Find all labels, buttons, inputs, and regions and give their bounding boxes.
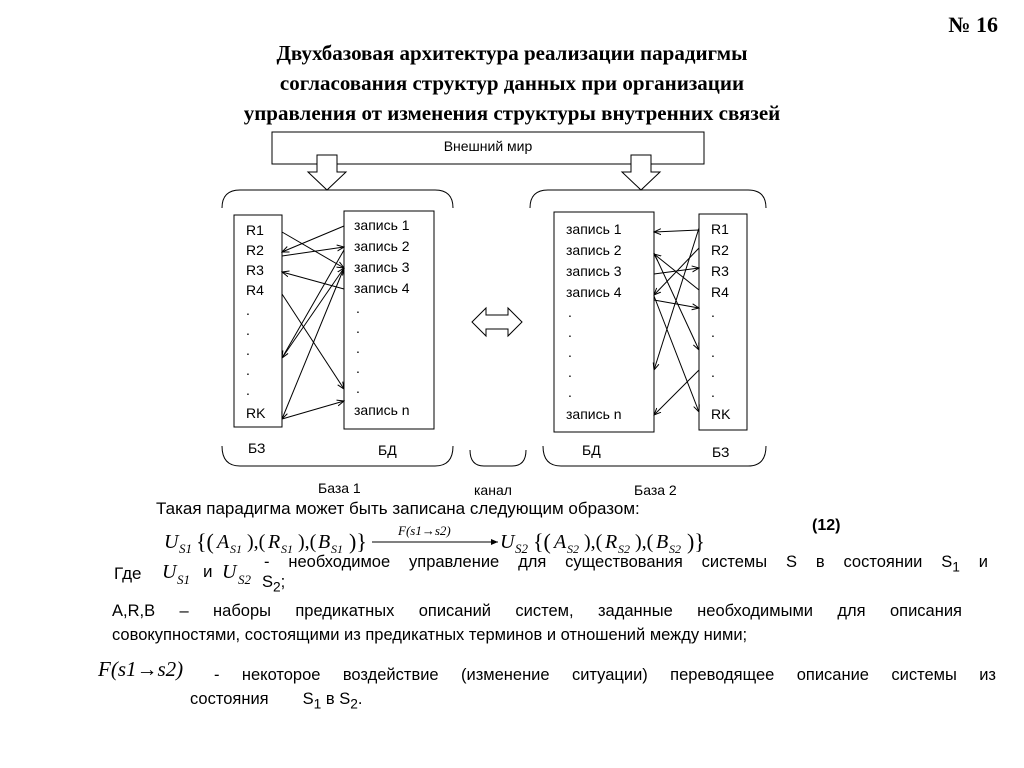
rule-item: .	[711, 344, 715, 360]
u-description-text: - необходимое управление для существования системы S в состоянии S	[264, 553, 953, 571]
base1-caption: База 1	[318, 480, 361, 496]
rule-item: R1	[246, 222, 264, 238]
f-desc-s: S	[302, 690, 314, 708]
formula-sep: ),(	[584, 531, 603, 553]
slide-number: № 16	[948, 12, 998, 37]
where-label: Где	[114, 564, 142, 583]
title-line-3: управления от изменения структуры внутренних связей	[243, 101, 781, 125]
formula-r1-sub: S1	[281, 542, 293, 556]
formula-sep: ),(	[247, 531, 266, 553]
abr-line-2: совокупностями, состоящими из предикатных терминов и отношений между ними;	[112, 626, 748, 644]
base2-caption: База 2	[634, 482, 677, 498]
formula-r2: R	[605, 531, 618, 553]
rule-item: .	[246, 322, 250, 338]
formula-u-left: U	[164, 531, 179, 553]
f-description-line-2	[190, 688, 362, 715]
double-arrow-icon	[472, 308, 522, 336]
base2-bd-label: БД	[582, 442, 601, 458]
s2-end: ;	[280, 573, 286, 591]
formula-sep: ),(	[298, 531, 317, 553]
record-item: запись 1	[354, 217, 410, 233]
formula-sep: ),(	[635, 531, 654, 553]
u-description-and: и	[978, 553, 988, 571]
record-item: .	[568, 364, 572, 380]
formula-a2-sub: S2	[567, 542, 579, 556]
rule-item: R2	[711, 242, 729, 258]
formula-b2: B	[656, 531, 669, 553]
formula-r2-sub: S2	[618, 542, 630, 556]
record-item: .	[356, 340, 360, 356]
record-item: запись 4	[566, 284, 622, 300]
record-item: запись n	[566, 406, 622, 422]
base1-top-bracket	[222, 190, 453, 208]
rule-item: .	[246, 342, 250, 358]
formula-brace-open: {(	[196, 529, 214, 554]
link-arrow	[654, 296, 699, 412]
formula-b1: B	[318, 531, 331, 553]
link-arrow	[282, 232, 344, 268]
record-item: .	[356, 320, 360, 336]
formula-arrow-label: F(s1→s2)	[398, 523, 451, 538]
rule-item: R3	[246, 262, 264, 278]
record-item: запись 4	[354, 280, 410, 296]
and-word: и	[203, 562, 213, 581]
formula-b1-sub: S1	[331, 542, 343, 556]
record-item: запись n	[354, 402, 410, 418]
f-symbol-text: F(s1→s2)	[98, 657, 184, 681]
record-item: запись 3	[566, 263, 622, 279]
base2-bottom-bracket	[543, 446, 766, 466]
title-line-1: Двухбазовая архитектура реализации парадигмы	[276, 41, 748, 65]
base1-bz-label: БЗ	[248, 440, 266, 456]
record-item: .	[568, 304, 572, 320]
rule-item: R4	[246, 282, 264, 298]
rule-item: .	[246, 362, 250, 378]
rule-item: .	[711, 384, 715, 400]
record-item: .	[356, 380, 360, 396]
f-desc-state-word: состояния	[190, 690, 269, 708]
formula-brace-open: {(	[533, 529, 551, 554]
base2-links	[654, 228, 699, 415]
f-desc-s1-sub: 1	[313, 696, 322, 712]
u-s1-sub: S1	[177, 572, 190, 587]
f-description-line-1: - некоторое воздействие (изменение ситуации) переводящее описание системы из	[214, 666, 996, 684]
link-arrow	[282, 268, 344, 419]
link-arrow	[654, 370, 699, 415]
formula-r1: R	[268, 531, 281, 553]
formula-b2-sub: S2	[669, 542, 681, 556]
external-world-label: Внешний мир	[443, 138, 533, 154]
formula-a2: A	[554, 531, 567, 553]
rule-item: .	[711, 304, 715, 320]
rule-item: .	[711, 324, 715, 340]
rule-item: RK	[246, 405, 266, 421]
formula-brace-close: )}	[349, 529, 367, 554]
link-arrow	[282, 272, 344, 289]
record-item: .	[568, 324, 572, 340]
record-item: .	[356, 300, 360, 316]
channel-label: канал	[474, 482, 512, 498]
f-symbol	[96, 652, 216, 686]
title-line-2: согласования структур данных при организации	[279, 71, 745, 95]
rule-item: RK	[711, 406, 731, 422]
link-arrow	[654, 230, 699, 232]
rule-item: R2	[246, 242, 264, 258]
record-item: запись 2	[566, 242, 622, 258]
rule-item: R3	[711, 263, 729, 279]
formula-a1: A	[217, 531, 230, 553]
u-description	[264, 551, 988, 578]
u-s2-sub: S2	[238, 572, 251, 587]
s2-sub: 2	[273, 579, 281, 595]
base2-top-bracket	[530, 190, 766, 208]
record-item: .	[356, 360, 360, 376]
u-s1-symbol: U	[162, 561, 177, 583]
equation-number: (12)	[812, 517, 841, 534]
link-arrow	[654, 228, 699, 370]
record-item: .	[568, 384, 572, 400]
s2-line	[262, 571, 285, 598]
record-item: .	[568, 344, 572, 360]
rule-item: .	[246, 302, 250, 318]
record-item: запись 2	[354, 238, 410, 254]
link-arrow	[282, 401, 344, 419]
formula-s2-sub: S2	[515, 541, 528, 556]
record-item: запись 3	[354, 259, 410, 275]
base1-links	[282, 226, 344, 419]
s2-letter: S	[262, 573, 274, 591]
base2-bz-label: БЗ	[712, 444, 730, 460]
intro-text: Такая парадигма может быть записана следующим образом:	[156, 499, 640, 518]
formula-s1-sub: S1	[179, 541, 192, 556]
link-arrow	[654, 254, 699, 290]
f-desc-mid: в S	[325, 690, 351, 708]
channel-bracket	[470, 450, 526, 466]
formula-a1-sub: S1	[230, 542, 242, 556]
abr-line-1: A,R,B – наборы предикатных описаний систем, заданные необходимыми для описания	[112, 602, 962, 620]
formula-u-right: U	[500, 531, 515, 553]
u-s2-symbol: U	[222, 561, 237, 583]
f-desc-s2-sub: 2	[350, 696, 358, 712]
u-description-sub: 1	[952, 559, 960, 575]
formula-brace-close: )}	[687, 529, 705, 554]
rule-item: .	[246, 382, 250, 398]
f-desc-end: .	[357, 690, 363, 708]
u-symbols	[160, 554, 270, 590]
record-item: запись 1	[566, 221, 622, 237]
rule-item: .	[711, 364, 715, 380]
rule-item: R1	[711, 221, 729, 237]
base1-bd-label: БД	[378, 442, 397, 458]
rule-item: R4	[711, 284, 729, 300]
